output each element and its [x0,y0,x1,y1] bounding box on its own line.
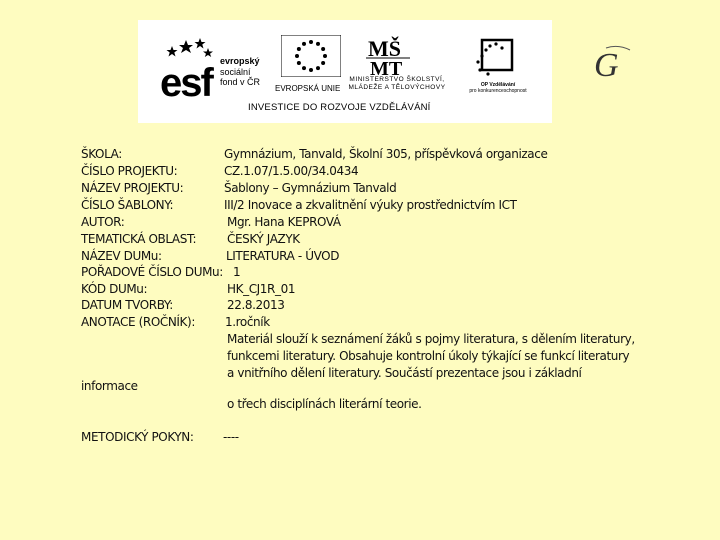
esf-label-line2: sociální [220,67,251,77]
svg-text:esf: esf [160,61,212,98]
field-value: HK_CJ1R_01 [227,282,296,296]
field-value: III/2 Inovace a zkvalitnění výuky prostřednictvím ICT [224,198,517,212]
method-value: ---- [223,430,239,444]
op-caption-line2: pro konkurenceschopnost [469,88,527,94]
msmt-logo [366,34,410,76]
msmt-caption: MINISTERSTVO ŠKOLSTVÍ, MLÁDEŽE A TĚLOVÝCHOVY [348,76,446,91]
field-label: NÁZEV DUMu: [81,249,162,263]
method-label: METODICKÝ POKYN: [81,430,194,444]
op-caption [458,82,538,94]
field-label: ČÍSLO PROJEKTU: [81,164,178,178]
eu-caption: EVROPSKÁ UNIE [275,84,341,93]
field-label: TEMATICKÁ OBLAST: [81,232,197,246]
field-label: NÁZEV PROJEKTU: [81,181,184,195]
svg-text:MŠ: MŠ [368,36,401,61]
esf-logo [158,34,268,98]
field-value: Mgr. Hana KEPROVÁ [227,215,341,229]
svg-text:MT: MT [370,58,403,76]
field-value: Gymnázium, Tanvald, Školní 305, příspěvková organizace [224,147,548,161]
esf-label-line1: evropský [220,56,260,66]
op-logo [472,36,518,80]
field-value: 22.8.2013 [227,298,285,312]
field-label: POŘADOVÉ ČÍSLO DUMu: [81,265,223,279]
annotation-line-2: funkcemi literatury. Obsahuje kontrolní úkoly týkající se funkcí literatury [227,349,630,363]
field-label: AUTOR: [81,215,125,229]
field-value: Šablony – Gymnázium Tanvald [224,181,397,195]
annotation-line-3: a vnitřního dělení literatury. Součástí prezentace jsou i základní [227,366,582,380]
field-label: DATUM TVORBY: [81,298,173,312]
field-value: LITERATURA - ÚVOD [226,249,340,263]
op-caption-line1: OP Vzdělávání [480,82,516,88]
logo-banner [138,20,552,123]
annotation-orphan-label: informace [81,379,138,393]
esf-label-line3: fond v ČR [220,77,261,87]
school-logo [592,42,632,82]
annotation-line-1: Materiál slouží k seznámení žáků s pojmy literatura, s dělením literatury, [227,332,635,346]
field-label: ANOTACE (ROČNÍK): [81,315,195,329]
field-label: ŠKOLA: [81,147,122,161]
field-label: KÓD DUMu: [81,282,148,296]
field-value: 1 [233,265,241,279]
field-value: 1.ročník [225,315,270,329]
svg-text:G: G [594,47,619,82]
banner-slogan: INVESTICE DO ROZVOJE VZDĚLÁVÁNÍ [248,102,431,113]
field-label: ČÍSLO ŠABLONY: [81,198,174,212]
field-value: ČESKÝ JAZYK [227,232,300,246]
field-value: CZ.1.07/1.5.00/34.0434 [224,164,359,178]
eu-flag-logo [281,35,341,77]
annotation-line-4: o třech disciplínách literární teorie. [227,397,422,411]
